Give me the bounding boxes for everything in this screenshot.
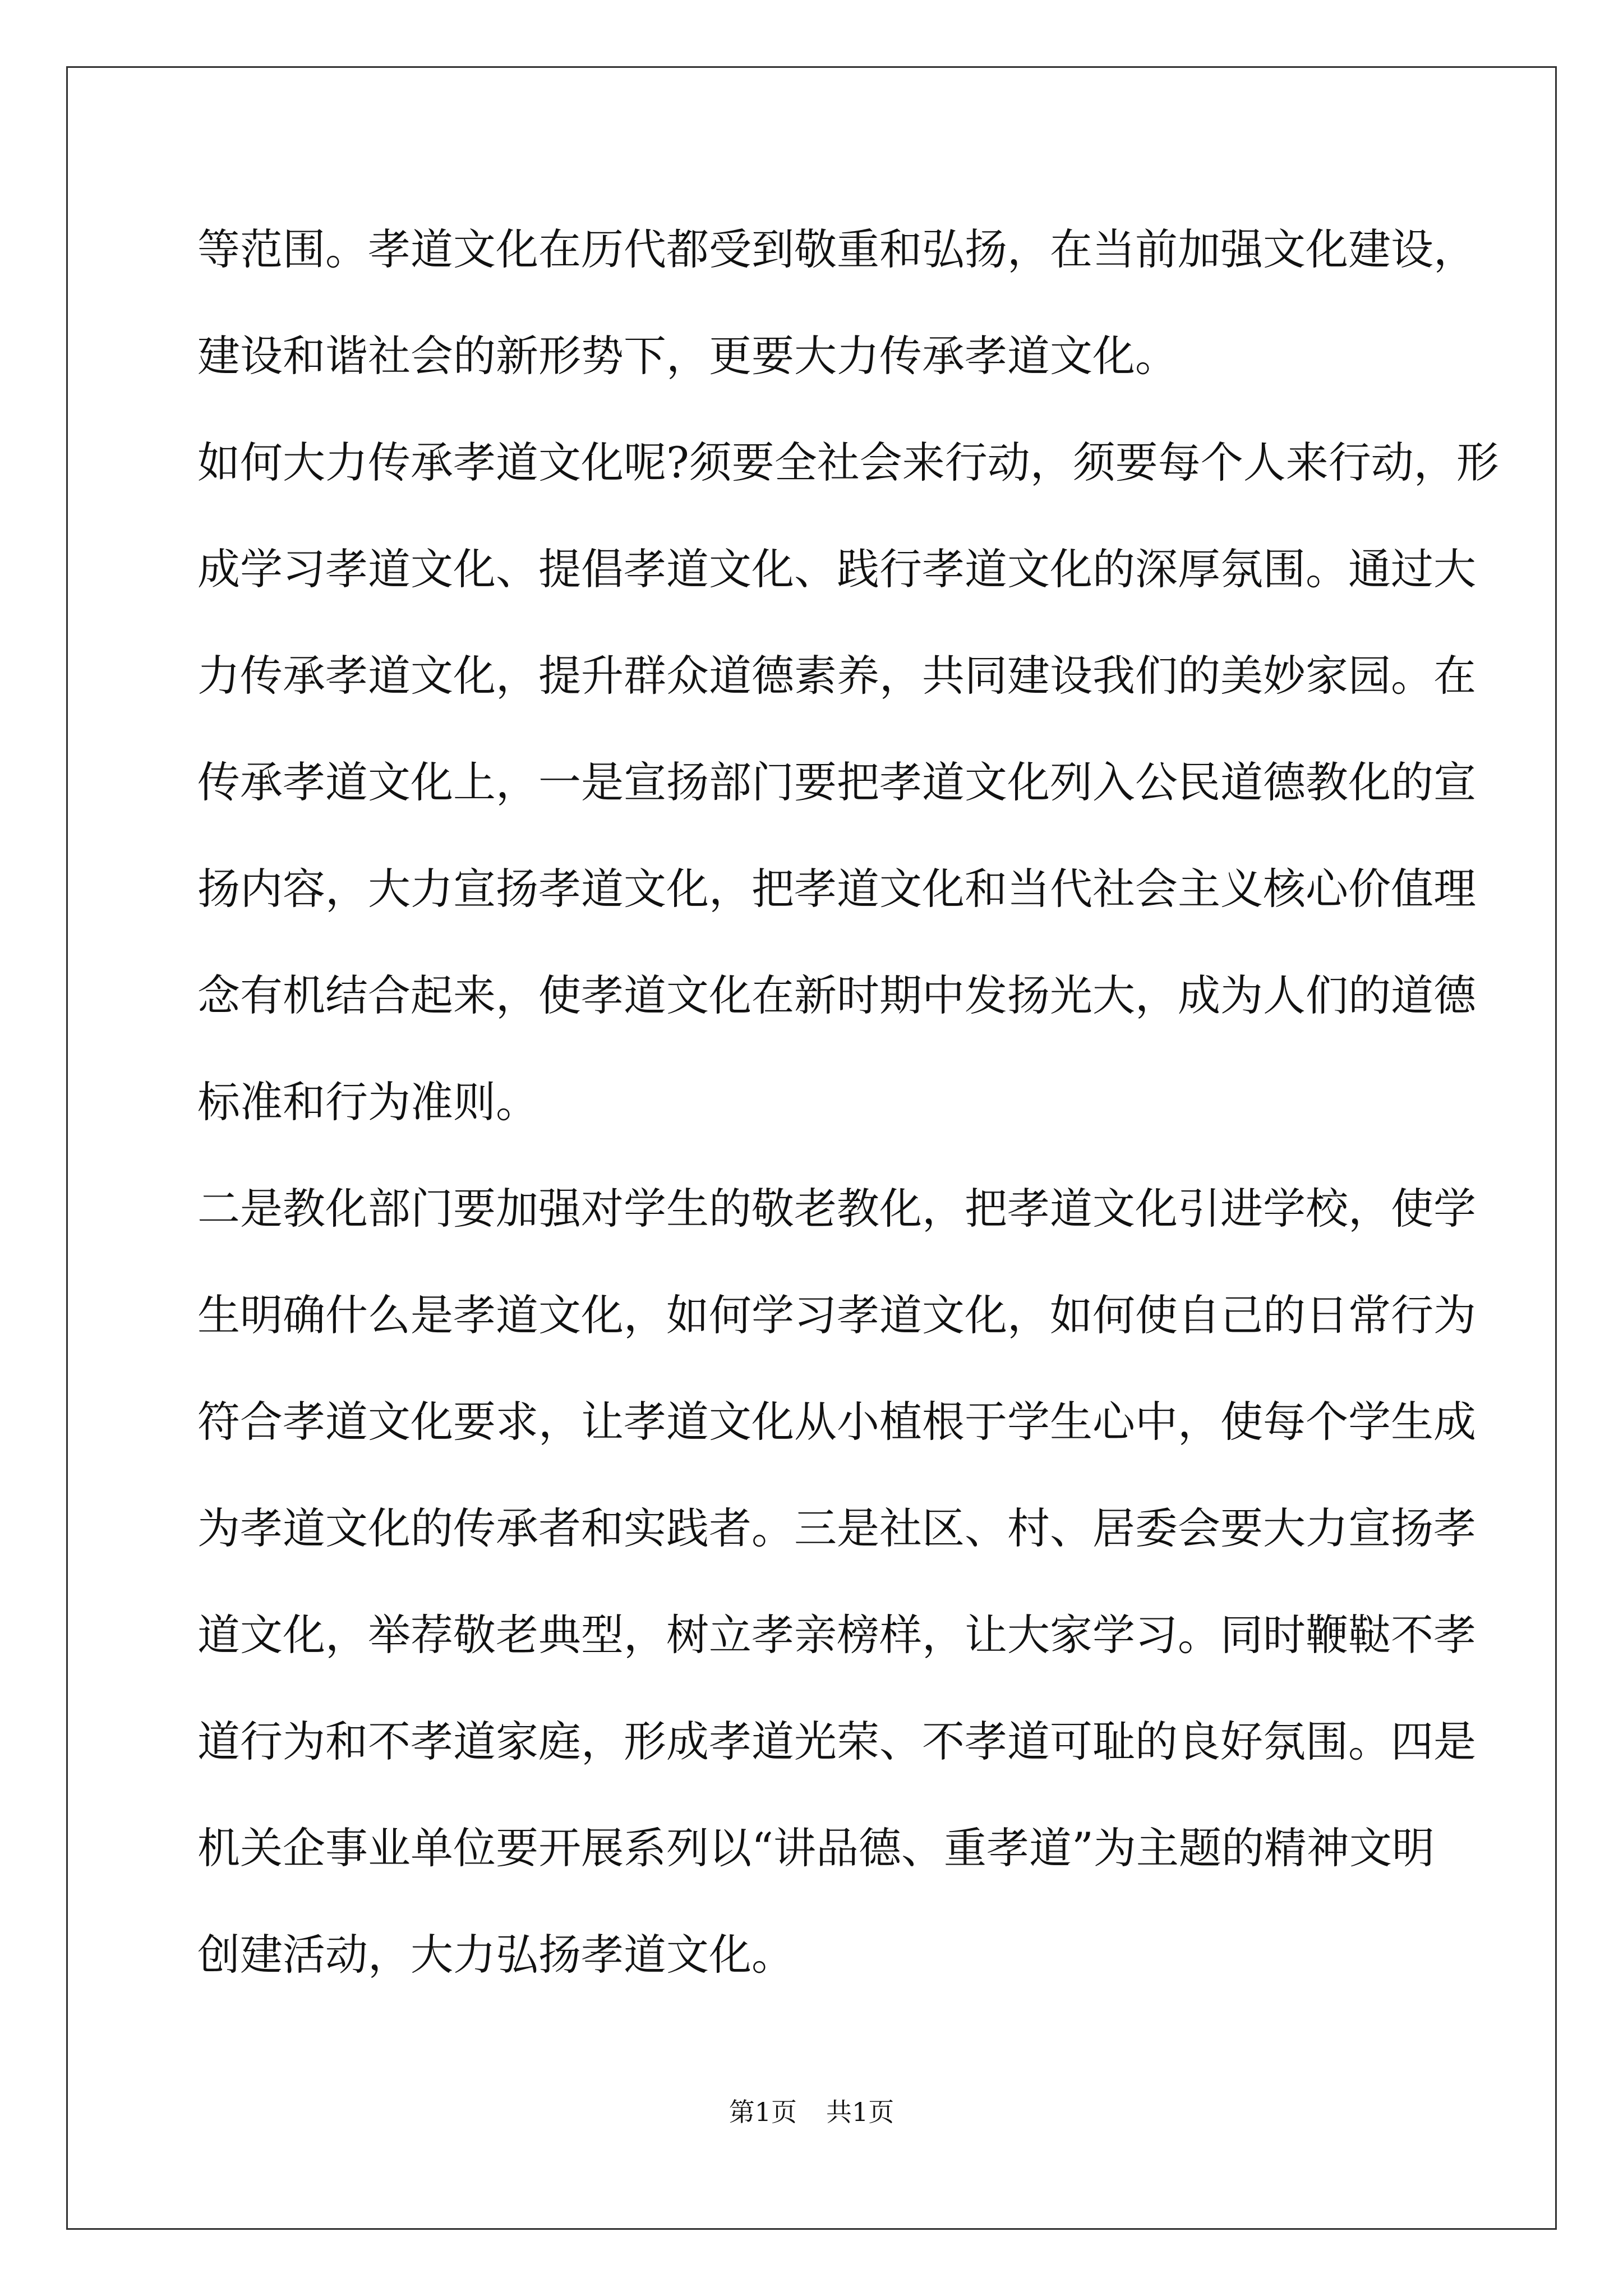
page-total: 共1页 — [826, 2097, 895, 2127]
text-line-3: 如何大力传承孝道文化呢?须要全社会来行动，须要每个人来行动，形 — [197, 438, 1499, 487]
text-line-12: 符合孝道文化要求，让孝道文化从小植根于学生心中，使每个学生成 — [197, 1397, 1476, 1447]
text-line-13: 为孝道文化的传承者和实践者。三是社区、村、居委会要大力宣扬孝 — [197, 1503, 1476, 1553]
text-line-16: 机关企事业单位要开展系列以“讲品德、重孝道”为主题的精神文明 — [197, 1823, 1435, 1873]
text-line-5: 力传承孝道文化，提升群众道德素养，共同建设我们的美妙家园。在 — [197, 651, 1476, 701]
page-number: 第1页 — [728, 2097, 797, 2127]
text-line-6: 传承孝道文化上，一是宣扬部门要把孝道文化列入公民道德教化的宣 — [197, 757, 1476, 807]
text-line-1: 等范围。孝道文化在历代都受到敬重和弘扬，在当前加强文化建设， — [197, 224, 1476, 274]
text-line-7: 扬内容，大力宣扬孝道文化，把孝道文化和当代社会主义核心价值理 — [197, 864, 1476, 914]
text-line-15: 道行为和不孝道家庭，形成孝道光荣、不孝道可耻的良好氛围。四是 — [197, 1717, 1476, 1766]
text-line-2: 建设和谐社会的新形势下，更要大力传承孝道文化。 — [197, 331, 1178, 381]
page-footer — [0, 2095, 1623, 2129]
text-line-9: 标准和行为准则。 — [197, 1077, 538, 1127]
document-body — [197, 219, 1499, 2031]
text-line-4: 成学习孝道文化、提倡孝道文化、践行孝道文化的深厚氛围。通过大 — [197, 544, 1476, 594]
text-line-14: 道文化，举荐敬老典型，树立孝亲榜样，让大家学习。同时鞭鞑不孝 — [197, 1610, 1476, 1660]
text-line-8: 念有机结合起来，使孝道文化在新时期中发扬光大，成为人们的道德 — [197, 970, 1476, 1020]
text-line-17: 创建活动，大力弘扬孝道文化。 — [197, 1930, 794, 1980]
text-line-11: 生明确什么是孝道文化，如何学习孝道文化，如何使自己的日常行为 — [197, 1290, 1476, 1340]
text-line-10: 二是教化部门要加强对学生的敬老教化，把孝道文化引进学校，使学 — [197, 1184, 1476, 1234]
